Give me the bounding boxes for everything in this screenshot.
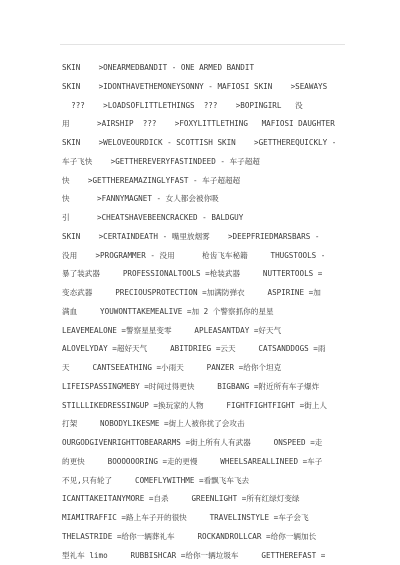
text-line: SKIN >ONEARMEDBANDIT - ONE ARMED BANDIT <box>62 63 255 72</box>
text-line: ICANTTAKEITANYMORE =自杀 GREENLIGHT =所有红绿灯变绿 <box>62 494 300 504</box>
text-line: 引 >CHEATSHAVEBEENCRACKED - BALDGUY <box>62 213 244 222</box>
text-line: SKIN >IDONTHAVETHEMONEYSONNY - MAFIOSI SKIN >SEAWAYS <box>62 81 328 91</box>
text-line: LEAVEMEALONE =警察星星变零 APLEASANTDAY =好天气 <box>62 325 282 335</box>
text-line: STILLLIKEDRESSINGUP =换玩家的人物 FIGHTFIGHTFIGHT =街上人 <box>62 400 327 410</box>
text-line: 暴了装武器 PROFESSIONALTOOLS =枪装武器 NUTTERTOOLS = <box>62 269 323 279</box>
text-line: 变态武器 PRECIOUSPROTECTION =加满防弹衣 ASPIRINE =加 <box>62 288 321 297</box>
text-line: 快 >FANNYMAGNET - 女人都会被你吸 <box>62 194 219 204</box>
text-line: SKIN >WELOVEOURDICK - SCOTTISH SKIN >GETTHEREQUICKLY - <box>62 138 337 147</box>
text-line: 车子飞快 >GETTHEREVERYFASTINDEED - 车子超超 <box>62 156 260 166</box>
text-line: THELASTRIDE =给你一辆葬礼车 ROCKANDROLLCAR =给你一辆加长 <box>62 531 317 541</box>
text-line: 满血 YOUWONTTAKEMEALIVE =加 2 个警察抓你的星星 <box>62 306 274 316</box>
text-line: SKIN >CERTAINDEATH - 嘴里放烟雾 >DEEPFRIEDMARSBARS - <box>62 231 320 241</box>
top-divider <box>60 44 345 45</box>
text-line: ??? >LOADSOFLITTLETHINGS ??? >BOPINGIRL 没 <box>62 100 303 110</box>
text-line: LIFEISPASSINGMEBY =时间过得更快 BIGBANG =附近所有车子爆炸 <box>62 381 320 391</box>
text-line: 型礼车 limo RUBBISHCAR =给你一辆垃圾车 GETTHEREFAST = <box>62 550 326 560</box>
text-line: 不见,只有轮了 COMEFLYWITHME =看飘飞车飞去 <box>62 475 250 485</box>
text-line: 快 >GETTHEREAMAZINGLYFAST - 车子超超超 <box>62 175 241 185</box>
text-line: ALOVELYDAY =超好天气 ABITDRIEG =云天 CATSANDDOGS =雨 <box>62 344 326 354</box>
text-line: MIAMITRAFFIC =路上车子开的很快 TRAVELINSTYLE =车子会飞 <box>62 513 309 522</box>
text-line: 用 >AIRSHIP ??? >FOXYLITTLETHING MAFIOSI DAUGHTER <box>62 119 335 129</box>
cheat-code-text <box>62 59 348 565</box>
text-line: 的更快 BOOOOOORING =走的更慢 WHEELSAREALLINEED =车子 <box>62 456 323 466</box>
text-line: 打架 NOBODYLIKESME =街上人被你扰了会攻击 <box>62 419 245 429</box>
text-line: 没用 >PROGRAMMER - 没用 枪齿飞车秘籍 THUGSTOOLS - <box>62 250 326 260</box>
text-line: 天 CANTSEEATHING =小雨天 PANZER =给你个坦克 <box>62 363 282 372</box>
text-line: OURGODGIVENRIGHTTOBEARARMS =街上所有人有武器 ONSPEED =走 <box>62 438 323 447</box>
